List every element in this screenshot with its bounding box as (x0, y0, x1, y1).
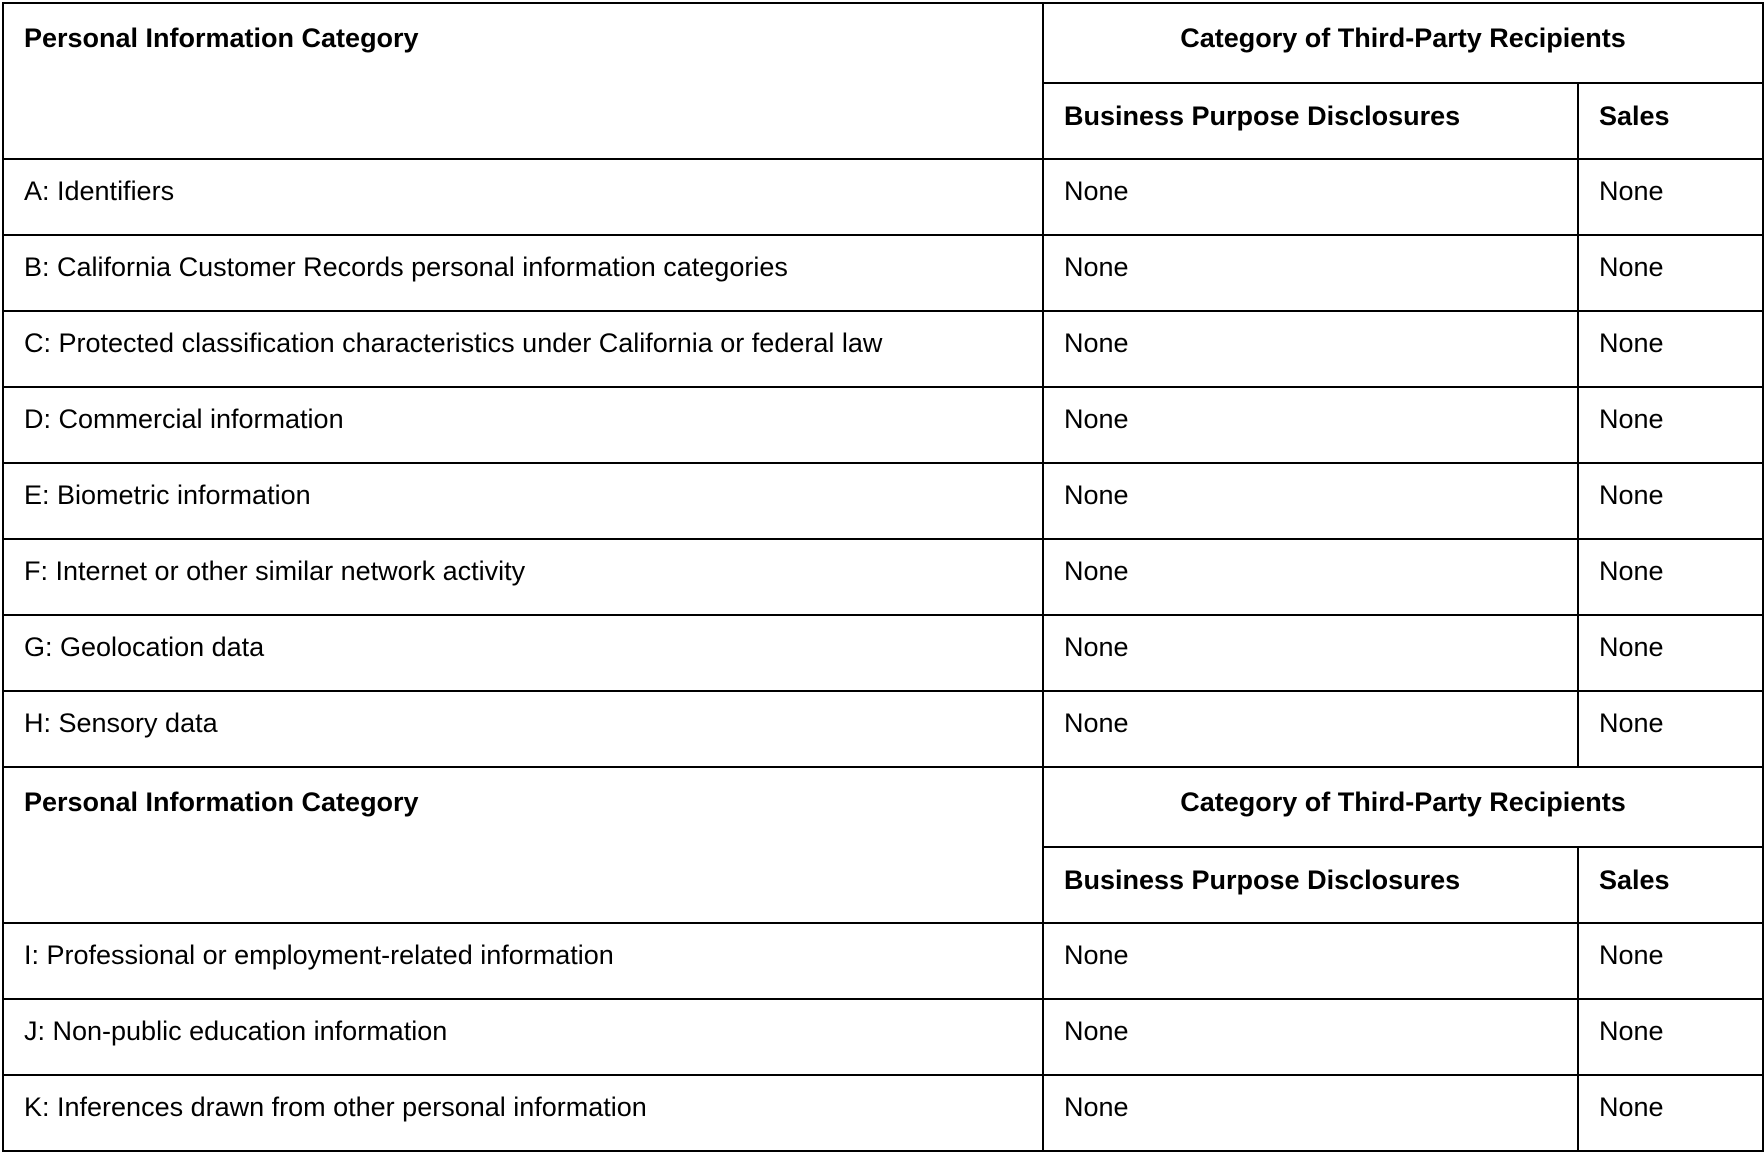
row-sales: None (1578, 615, 1763, 691)
row-category: K: Inferences drawn from other personal information (3, 1075, 1043, 1151)
row-sales: None (1578, 235, 1763, 311)
header-business-purpose: Business Purpose Disclosures (1043, 83, 1578, 159)
row-category: E: Biometric information (3, 463, 1043, 539)
row-category: A: Identifiers (3, 159, 1043, 235)
header-sales-repeat: Sales (1578, 847, 1763, 923)
row-sales: None (1578, 463, 1763, 539)
row-business: None (1043, 311, 1578, 387)
row-category: G: Geolocation data (3, 615, 1043, 691)
header-business-purpose-repeat: Business Purpose Disclosures (1043, 847, 1578, 923)
table-row (3, 615, 1763, 691)
row-category: J: Non-public education information (3, 999, 1043, 1075)
row-business: None (1043, 387, 1578, 463)
table-header-row (3, 3, 1763, 83)
disclosure-table-container (2, 2, 1764, 1152)
row-business: None (1043, 159, 1578, 235)
row-business: None (1043, 999, 1578, 1075)
row-category: H: Sensory data (3, 691, 1043, 767)
row-category: B: California Customer Records personal information categories (3, 235, 1043, 311)
row-sales: None (1578, 311, 1763, 387)
row-category: F: Internet or other similar network activity (3, 539, 1043, 615)
row-sales: None (1578, 923, 1763, 999)
table-row (3, 159, 1763, 235)
disclosure-table (2, 2, 1764, 1152)
table-row (3, 923, 1763, 999)
row-category: I: Professional or employment-related information (3, 923, 1043, 999)
table-row (3, 539, 1763, 615)
row-sales: None (1578, 691, 1763, 767)
row-business: None (1043, 923, 1578, 999)
row-business: None (1043, 691, 1578, 767)
row-business: None (1043, 235, 1578, 311)
row-business: None (1043, 463, 1578, 539)
table-row (3, 463, 1763, 539)
table-row (3, 235, 1763, 311)
row-business: None (1043, 1075, 1578, 1151)
row-sales: None (1578, 159, 1763, 235)
row-sales: None (1578, 539, 1763, 615)
table-row (3, 387, 1763, 463)
table-row (3, 1075, 1763, 1151)
header-recipients: Category of Third-Party Recipients (1043, 3, 1763, 83)
row-business: None (1043, 615, 1578, 691)
row-category: C: Protected classification characteristics under California or federal law (3, 311, 1043, 387)
header-category: Personal Information Category (3, 3, 1043, 159)
row-business: None (1043, 539, 1578, 615)
table-row (3, 691, 1763, 767)
table-row (3, 311, 1763, 387)
table-row (3, 999, 1763, 1075)
header-category-repeat: Personal Information Category (3, 767, 1043, 923)
header-sales: Sales (1578, 83, 1763, 159)
header-recipients-repeat: Category of Third-Party Recipients (1043, 767, 1763, 847)
row-category: D: Commercial information (3, 387, 1043, 463)
row-sales: None (1578, 999, 1763, 1075)
row-sales: None (1578, 1075, 1763, 1151)
table-header-row-repeat (3, 767, 1763, 847)
row-sales: None (1578, 387, 1763, 463)
